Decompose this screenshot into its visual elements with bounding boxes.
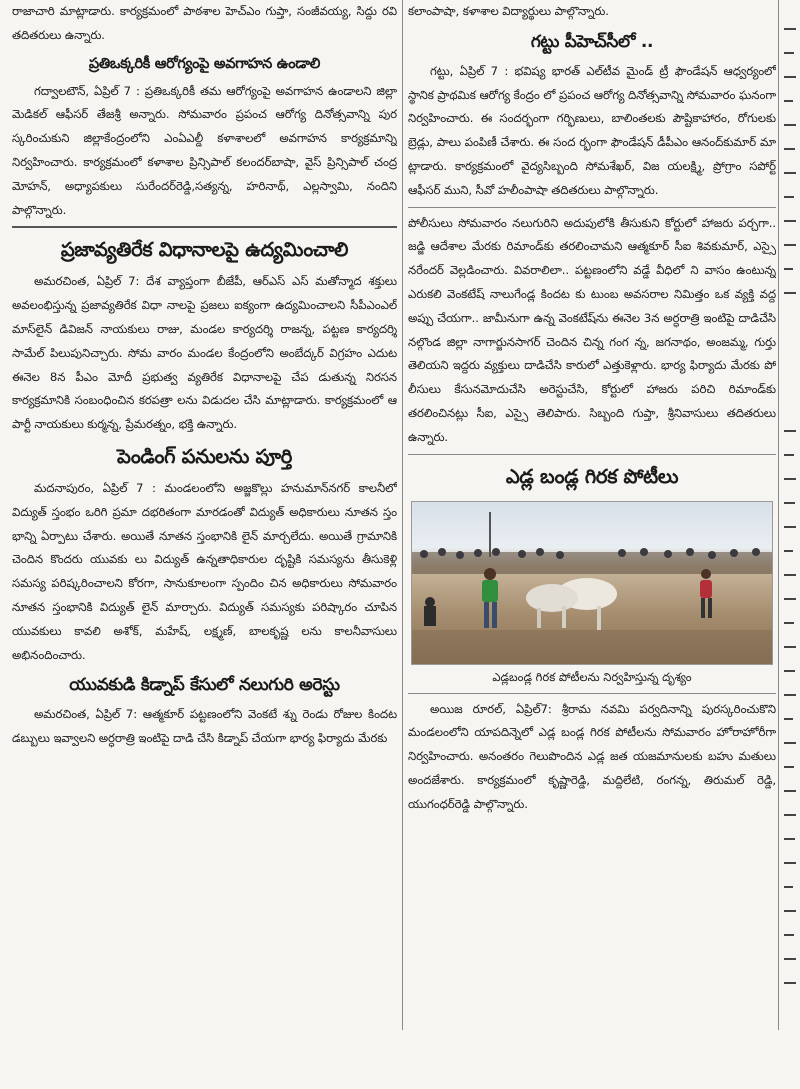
section-divider — [12, 226, 397, 228]
headline-bullock-cart-race: ఎడ్ల బండ్ల గిరక పోటీలు — [505, 464, 679, 488]
section-divider — [408, 454, 776, 455]
section-divider — [408, 207, 776, 208]
headline-kidnap-case-arrest: యువకుడి కిడ్నాప్ కేసులో నలుగురి అరెస్టు — [69, 675, 340, 696]
left-intro-text: రాజాచారి మాట్లాడారు. కార్యక్రమంలో పాఠశాల హెచ్ఎం గుప్తా, సంజీవయ్య, సిద్దు రవి తదితరులు ఉన్నారు. — [12, 4, 397, 42]
article-kidnap-case-body: అమరచింత, ఏప్రిల్ 7: ఆత్మకూర్ పట్టణంలోని వెంకటే శ్ను రెండు రోజుల కిందట డబ్బులు ఇవ్వాలని అర్ధరాత్రి ఇంటిపై దాడి చేసి కిడ్నాప్ చేయగా భార్య ఫిర్యాదు మేరకు — [12, 707, 397, 746]
article-bullock-race-body: అయిజ రూరల్, ఏప్రిల్7: శ్రీరామ నవమి పర్వదినాన్ని పురస్కరించుకొని మండలంలోని యాపదిన్నెలో ఎడ్ల బండ్ల గిరక పోటీలను సోమవారం హోరాహోరీగా నిర్వహించారు. అనంతరం గెలుపొందిన ఎడ్ల జత యజమానులకు బహు మతులు అందజేశారు. కార్యక్రమంలో కృష్ణారెడ్డి, మద్దిలేటి, రంగన్న, తిరుమల్ రెడ్డి, యుగంధర్‌రెడ్డి పాల్గొన్నారు. — [408, 701, 776, 811]
adjacent-column-fragment — [780, 0, 800, 1030]
column-rule — [402, 0, 403, 1030]
section-divider — [408, 693, 776, 694]
headline-pending-works: పెండింగ్ పనులను పూర్తి — [116, 444, 293, 468]
headline-health-awareness: ప్రతిఒక్కరికీ ఆరోగ్యంపై అవగాహన ఉండాలి — [88, 55, 321, 72]
left-column — [12, 0, 397, 1030]
photo-caption: ఎడ్లబండ్ల గిరక పోటీలను నిర్వహిస్తున్న దృశ్యం — [492, 669, 692, 684]
right-intro-text: కలాంపాషా, కళాశాల విద్యార్థులు పాల్గొన్నారు. — [408, 4, 609, 18]
headline-gattu-phc: గట్టు పీహెచ్‌సీలో .. — [530, 31, 654, 52]
article-pending-works-body: మదనాపురం, ఏప్రిల్ 7 : మండలంలోని అజ్జకొల్లు హనుమాన్‌నగర్ కాలనీలో విద్యుత్ స్తంభం ఒరిగి ప్రమా దభరితంగా మారడంతో విద్యుత్ అధికారులు నూతన స్తం భాన్ని ఏర్పాటు చేశారు. అయితే నూతన స్తంభానికి లైన్ మార్చలేదు. అయితే గ్రామానికి చెందిన కొందరు యువకు లు విద్యుత్ ఉన్నతాధికారుల దృష్టికి సమస్యను తీసుకెళ్లి సమస్య పరిష్కరించాలని కోరగా, సానుకూలంగా స్పందిం చిన అధికారులు సోమవారం నూతన స్తంభానికి విద్యుత్ లైన్ మార్చారు. విద్యుత్ సమస్యకు పరిష్కారం చూపిన యువకులు కావలి అశోక్, మహేష్, లక్ష్మణ్, బాలకృష్ణ లను కాలనీవాసులు అభినందించారు. — [12, 480, 397, 662]
bullock-race-illustration — [412, 502, 772, 664]
article-gattu-phc-body: గట్టు, ఏప్రిల్ 7 : భవిష్య భారత్ ఎల్‌టీవ మైండ్ ట్రీ ఫౌండేషన్ ఆధ్వర్యంలో స్థానిక ప్రాథమిక ఆరోగ్య కేంద్రం లో ప్రపంచ ఆరోగ్య దినోత్సవాన్ని సోమవారం ఘనంగా నిర్వహించారు. ఈ సందర్భంగా గర్భిణులు, బాలింతలకు పౌష్టికాహారం, రోగులకు బ్రెడ్లు, పాలు పంపిణీ చేశారు. ఈ సంద ర్భంగా ఫౌండేషన్ డీపీఎం ఆనంద్‌కుమార్ మా ట్లాడారు. కార్యక్రమంలో వైద్యసిబ్బంది సోమశేఖర్, విజ యలక్ష్మి, ప్రోగ్రాం సపోర్ట్ ఆఫీసర్ ముని, సీవో హలీంపాషా తదితరులు పాల్గొన్నారు. — [408, 63, 776, 197]
bullock-cart-race-photo — [411, 501, 773, 665]
right-column — [408, 0, 776, 1030]
column-rule — [778, 0, 779, 1030]
article-health-awareness-body: గద్వాలటౌన్, ఏప్రిల్ 7 : ప్రతిఒక్కరికీ తమ ఆరోగ్యంపై అవగాహన ఉండాలని జిల్లా మెడికల్ ఆఫీసర్ తేజశ్రీ అన్నారు. సోమవారం ప్రపంచ ఆరోగ్య దినోత్సవాన్ని పుర స్కరించుకుని జిల్లాకేంద్రంలోని ఎంఏఎల్డీ కళాశాలలో అవగాహన కార్యక్రమాన్ని నిర్వహించారు. కార్యక్రమంలో కళాశాల ప్రిన్సిపాల్ కలందర్‌బాషా, వైస్ ప్రిన్సిపాల్ చంద్ర మోహన్, అధ్యాపకులు సురేందర్‌రెడ్డి,సత్యన్న, హరినాథ్, ఎల్లస్వామి, నందిని పాల్గొన్నారు. — [12, 83, 397, 217]
article-kidnap-continued-body: పోలీసులు సోమవారం నలుగురిని అదుపులోకి తీసుకుని కోర్టులో హాజరు పర్చగా.. జడ్జి ఆదేశాల మేరకు రిమాండ్‌కు తరలించామని ఆత్మకూర్ సీఐ శివకుమార్, ఎస్సై నరేందర్ వెల్లడించారు. వివరాలిలా.. పట్టణంలోని వడ్డే వీధిలో ని వాసం ఉంటున్న ఎరుకలి వెంకటేష్ నాలుగేండ్ల కిందట కు టుంబ అవసరాల నిమిత్తం ఒక వ్యక్తి వద్ద అప్పు చేయగా.. జామీనుగా ఉన్న వెంకటేష్‌ను ఈనెల 3న అర్ధరాత్రి ఇంటిపై దాడిచేసి నల్గొండ జిల్లా నాగార్జునసాగర్ చెందిన చిన్న గంగ న్న, జగనాథం, అంజమ్మ, గుర్తు తెలియని ఇద్దరు వ్యక్తులు దాడిచేసి కారులో ఎత్తుకెళ్లారు. భార్య ఫిర్యాదు మేరకు పో లీసులు కేసునమోదుచేసి అరెస్టుచేసి, కోర్టులో హాజరు పరిచి రిమాండ్‌కు తరలించినట్లు సీఐ, ఎస్సై తెలిపారు. సిబ్బంది గుప్తా, శ్రీనివాసులు తదితరులు ఉన్నారు. — [408, 215, 776, 444]
headline-anti-people-policies: ప్రజావ్యతిరేక విధానాలపై ఉద్యమించాలి — [60, 238, 349, 262]
article-anti-people-policies-body: అమరచింత, ఏప్రిల్ 7: దేశ వ్యాప్తంగా బీజేపీ, ఆర్ఎస్ ఎస్ మతోన్మాద శక్తులు అవలంభిస్తున్న ప్రజావ్యతిరేక విధా నాలపై ప్రజలు ఐక్యంగా ఉద్యమించాలని సీపీఎంఎల్ మాస్‌లైన్ డివిజన్ నాయకులు రాజు, మండల కార్యదర్శి రాజన్న, పట్టణ కార్యదర్శి సామేల్ పిలుపునిచ్చారు. సోమ వారం మండల కేంద్రంలోని అంబేద్కర్ విగ్రహం ఎదుట ఈనెల 8న పీఎం మోదీ ప్రభుత్వ వ్యతిరేక విధానాలపై చేప డుతున్న నిరసన కార్యక్రమానికి సంబంధించిన కరపత్రా లను విడుదల చేసి మాట్లాడారు. కార్యక్రమంలో ఆ పార్టీ నాయకులు కుర్మన్న, ప్రేమరత్నం, భక్తి ఉన్నారు. — [12, 274, 397, 432]
